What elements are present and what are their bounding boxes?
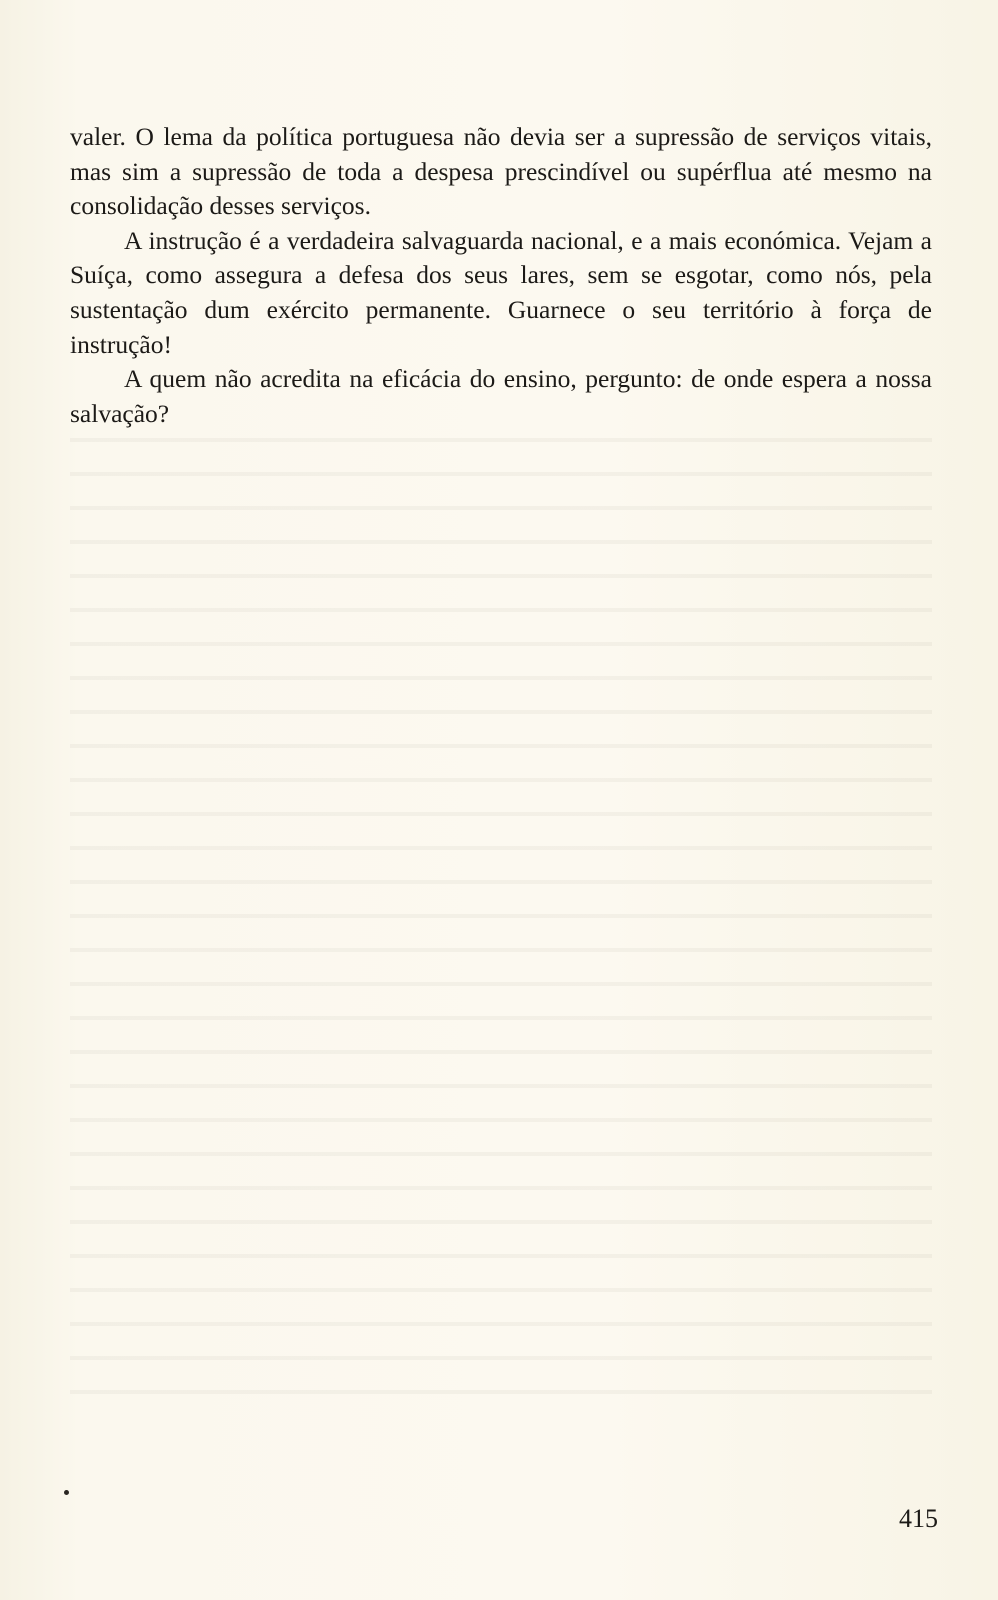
paragraph-continuation: valer. O lema da política portuguesa não devia ser a supressão de serviços vitais, mas sim a supressão de toda a despesa prescindível ou supérflua até mesmo na consolidação desses serviços. bbox=[70, 122, 932, 221]
ink-dot bbox=[64, 1490, 69, 1495]
body-text bbox=[70, 120, 932, 431]
show-through-text bbox=[70, 420, 932, 1420]
page-number: 415 bbox=[899, 1504, 938, 1533]
paragraph-question: A quem não acredita na eficácia do ensino, pergunto: de onde espera a nossa salvação? bbox=[70, 364, 932, 428]
paragraph-instruction: A instrução é a verdadeira salvaguarda nacional, e a mais económica. Vejam a Suíça, como assegura a defesa dos seus lares, sem se esgotar, como nós, pela sustentação dum exército permanente. Guarnece o seu território à força de instrução! bbox=[70, 225, 932, 359]
